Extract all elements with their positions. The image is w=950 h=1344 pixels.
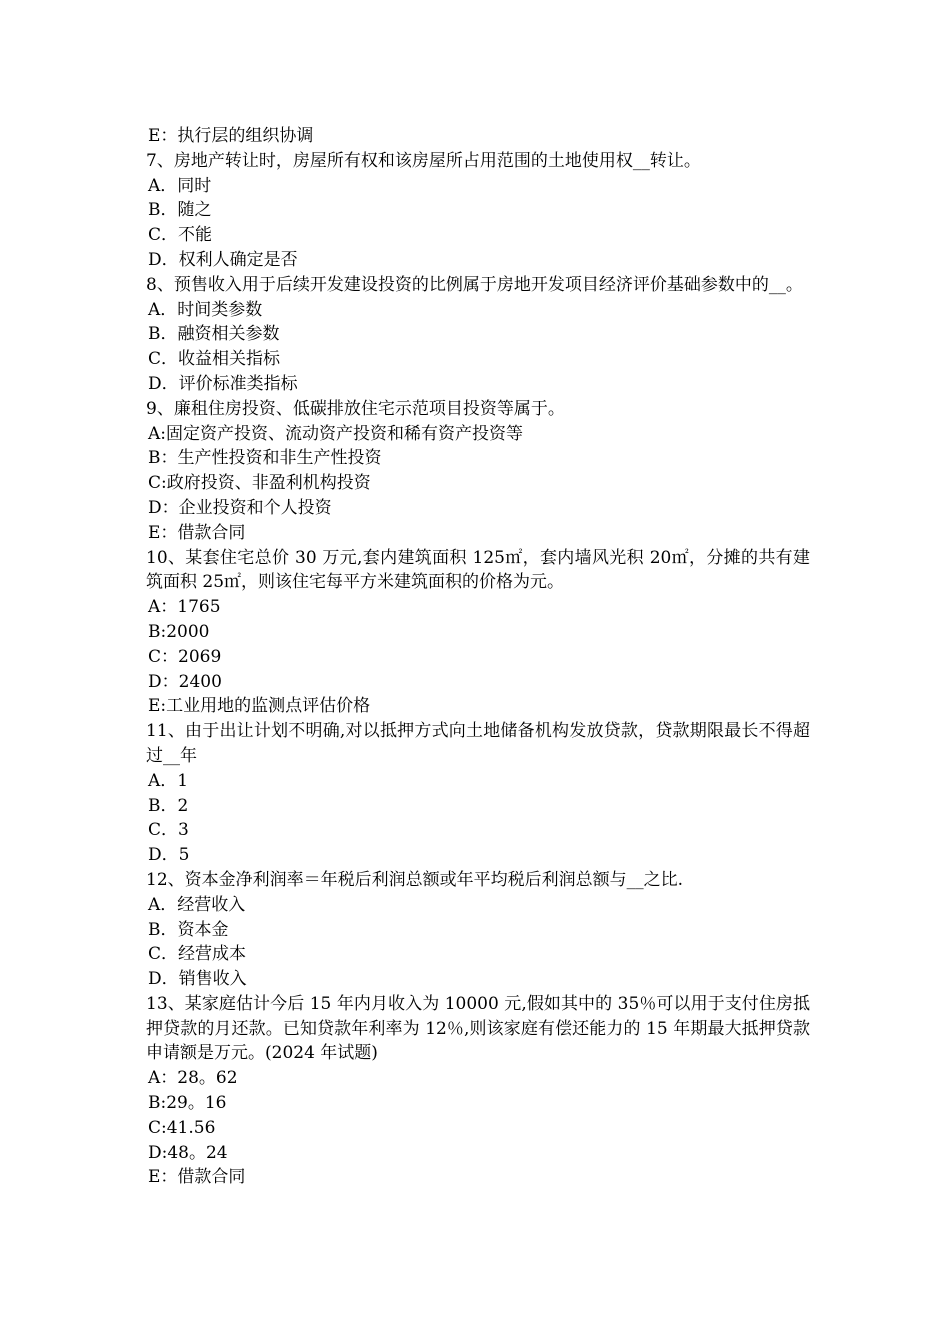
- option-line: D：企业投资和个人投资: [148, 497, 332, 518]
- option-line: C．3: [148, 820, 189, 841]
- option-line: D:48。24: [148, 1142, 228, 1163]
- question-line: 13、某家庭估计今后 15 年内月收入为 10000 元,假如其中的 35％可以用于支付住房抵押贷款的月还款。已知贷款年利率为 12％,则该家庭有偿还能力的 15 年期最大抵押贷款申请额是万元。(2024 年试题): [146, 993, 810, 1064]
- option-line: C．经营成本: [148, 944, 247, 965]
- option-line: A．同时: [148, 175, 212, 196]
- option-line: A．经营收入: [148, 894, 246, 915]
- option-line: B．融资相关参数: [148, 324, 280, 345]
- option-line: C．不能: [148, 225, 213, 246]
- option-line: A：28。62: [148, 1068, 238, 1089]
- question-line: 7、房地产转让时，房屋所有权和该房屋所占用范围的土地使用权__转让。: [146, 150, 701, 171]
- question-line: 11、由于出让计划不明确,对以抵押方式向土地储备机构发放贷款，贷款期限最长不得超过__年: [146, 721, 810, 766]
- document-body: [146, 124, 810, 1190]
- option-line: C：2069: [148, 646, 222, 667]
- option-line: C:政府投资、非盈利机构投资: [148, 473, 371, 494]
- option-line: C:41.56: [148, 1117, 216, 1138]
- option-line: A:固定资产投资、流动资产投资和稀有资产投资等: [148, 423, 524, 444]
- option-line: E：借款合同: [148, 522, 246, 543]
- option-line: E：执行层的组织协调: [148, 126, 314, 146]
- option-line: D．5: [148, 845, 190, 866]
- option-line: D：2400: [148, 671, 222, 692]
- option-line: E:工业用地的监测点评估价格: [148, 696, 371, 717]
- option-line: B:2000: [148, 621, 210, 642]
- option-line: B：生产性投资和非生产性投资: [148, 448, 382, 469]
- option-line: B．资本金: [148, 919, 229, 940]
- option-line: E：借款合同: [148, 1167, 246, 1188]
- option-line: D．销售收入: [148, 969, 247, 990]
- option-line: B．2: [148, 795, 189, 816]
- question-line: 8、预售收入用于后续开发建设投资的比例属于房地开发项目经济评价基础参数中的__。: [146, 274, 803, 295]
- option-line: D．权利人确定是否: [148, 249, 298, 270]
- option-line: B:29。16: [148, 1093, 227, 1114]
- option-line: A．1: [148, 770, 189, 791]
- question-line: 12、资本金净利润率＝年税后利润总额或年平均税后利润总额与__之比.: [146, 869, 684, 890]
- option-line: B．随之: [148, 200, 212, 221]
- option-line: D．评价标准类指标: [148, 373, 298, 394]
- option-line: A．时间类参数: [148, 299, 263, 320]
- option-line: A：1765: [148, 597, 221, 618]
- question-line: 10、某套住宅总价 30 万元,套内建筑面积 125㎡，套内墙风光积 20㎡，分摊的共有建筑面积 25㎡，则该住宅每平方米建筑面积的价格为元。: [146, 547, 810, 593]
- question-line: 9、廉租住房投资、低碳排放住宅示范项目投资等属于。: [146, 398, 565, 419]
- option-line: C．收益相关指标: [148, 349, 281, 370]
